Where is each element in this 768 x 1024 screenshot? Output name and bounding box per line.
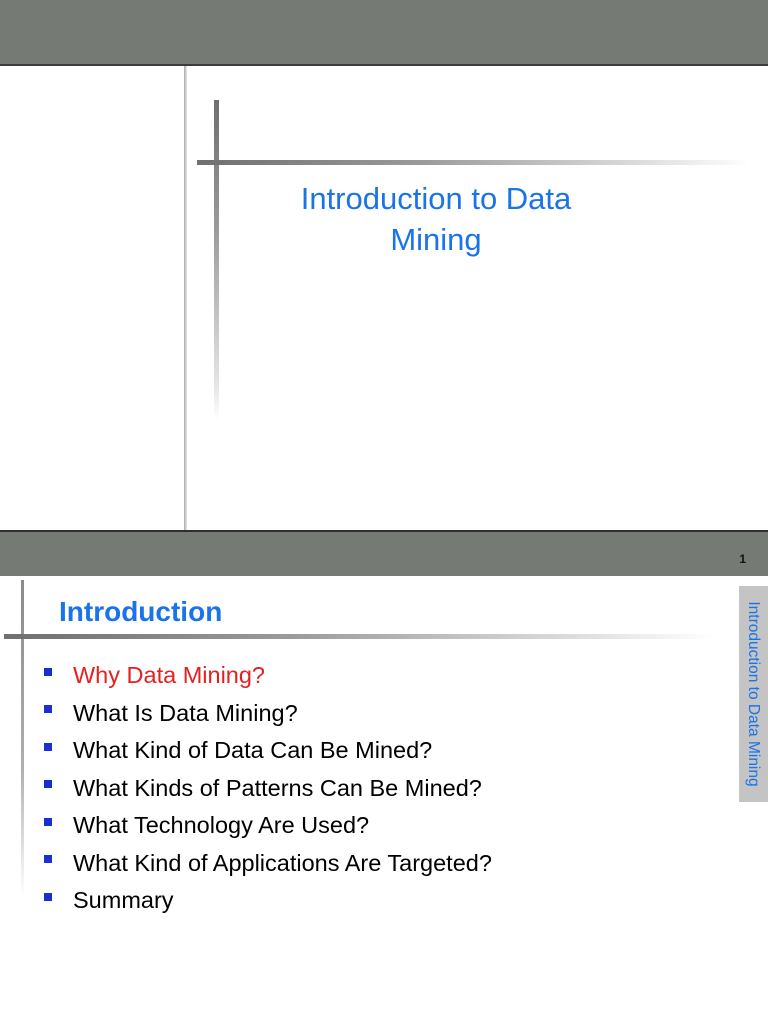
square-bullet-icon xyxy=(44,893,52,901)
bullet-list xyxy=(44,657,492,920)
bullet-item xyxy=(44,807,492,845)
bullet-text: What Technology Are Used? xyxy=(73,812,370,839)
page-number: 1 xyxy=(739,552,746,566)
decorative-horizontal-line xyxy=(197,160,750,165)
slide-title: Introduction to Data Mining xyxy=(300,181,572,257)
bullet-item xyxy=(44,845,492,883)
left-divider-line xyxy=(184,66,187,530)
footer-band xyxy=(0,530,768,576)
bullet-text: What Kinds of Patterns Can Be Mined? xyxy=(73,774,482,801)
bullet-text: Summary xyxy=(73,887,174,914)
left-divider-line xyxy=(21,580,24,896)
top-header-band xyxy=(0,0,768,66)
side-section-tab xyxy=(739,586,768,802)
side-tab-label: Introduction to Data Mining xyxy=(745,601,762,787)
bullet-item xyxy=(44,770,492,808)
bullet-text: What Is Data Mining? xyxy=(73,699,298,726)
bullet-item xyxy=(44,657,492,695)
square-bullet-icon xyxy=(44,855,52,863)
bullet-text: What Kind of Data Can Be Mined? xyxy=(73,737,433,764)
bullet-item xyxy=(44,732,492,770)
introduction-slide xyxy=(0,576,768,1024)
bullet-text: What Kind of Applications Are Targeted? xyxy=(73,849,492,876)
bullet-item xyxy=(44,882,492,920)
square-bullet-icon xyxy=(44,780,52,788)
bullet-text: Why Data Mining? xyxy=(73,662,265,689)
square-bullet-icon xyxy=(44,668,52,676)
bullet-item xyxy=(44,695,492,733)
square-bullet-icon xyxy=(44,818,52,826)
square-bullet-icon xyxy=(44,743,52,751)
square-bullet-icon xyxy=(44,705,52,713)
decorative-horizontal-line xyxy=(4,634,714,639)
decorative-vertical-line xyxy=(214,100,219,420)
slide-heading: Introduction xyxy=(59,596,223,627)
